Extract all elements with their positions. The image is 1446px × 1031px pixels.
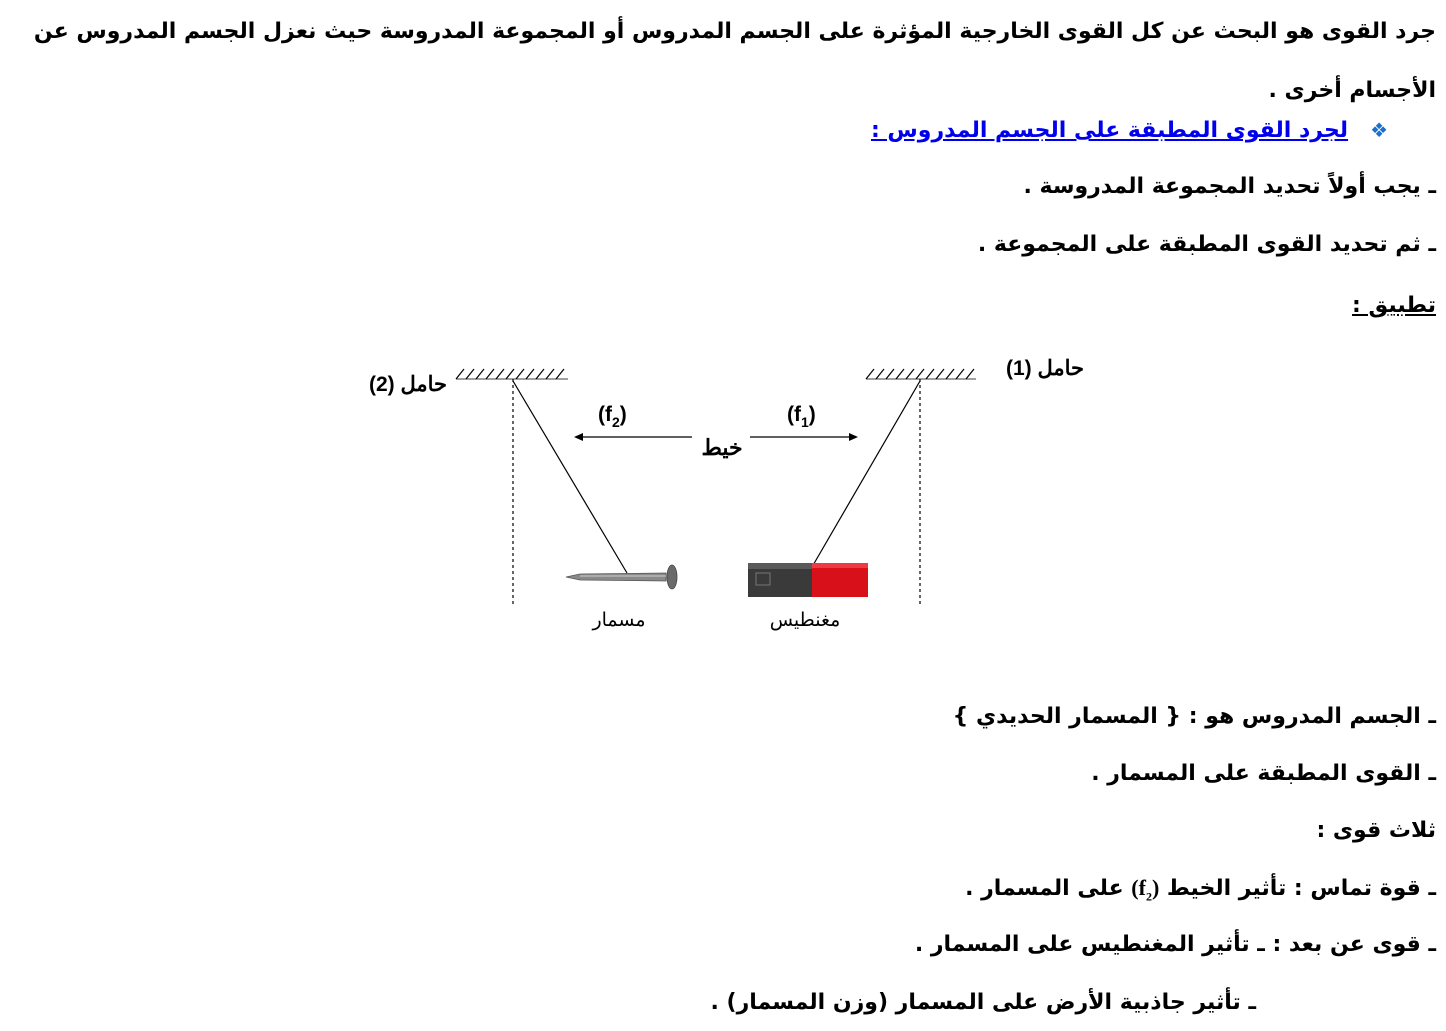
force-2-arrow <box>574 433 692 441</box>
contact-force-symbol: $(f_2)$ <box>1131 875 1160 904</box>
distance-force-line: ـ قوى عن بعد : ـ تأثير المغنطيس على المسمار . <box>914 932 1436 957</box>
studied-body-line: ـ الجسم المدروس هو : { المسمار الحديدي } <box>952 704 1436 729</box>
definition-paragraph: جرد القوى هو البحث عن كل القوى الخارجية المؤثرة على الجسم المدروس أو المجموعة المدروسة حيث نعزل الجسم المدروس عن الأجسام أخرى . <box>33 19 1436 103</box>
gravity-force-line: ـ تأثير جاذبية الأرض على المسمار (وزن المسمار) . <box>710 990 1256 1015</box>
method-step-2: ـ ثم تحديد القوى المطبقة على المجموعة . <box>977 232 1436 257</box>
application-title: تطبيق : <box>1352 293 1436 318</box>
force-1-arrow <box>750 433 858 441</box>
thread-label: خيط <box>701 435 743 460</box>
forces-intro-line: ـ القوى المطبقة على المسمار . <box>1091 761 1436 786</box>
three-forces-line: ثلاث قوى : <box>1316 818 1436 843</box>
thread-to-magnet <box>812 381 920 567</box>
diagram-svg <box>340 345 1110 685</box>
support-1-label: حامل (1) <box>1005 357 1084 380</box>
method-heading-label: لجرد القوى المطبقة على الجسم المدروس : <box>870 118 1349 143</box>
support-2-hatching <box>456 369 568 379</box>
contact-force-line: ـ قوة تماس : تأثير الخيط $(f_2)$ على المسمار . <box>965 875 1436 904</box>
nail-label: مسمار <box>592 609 646 631</box>
method-heading <box>871 118 1388 143</box>
diamond-bullet-icon: ❖ <box>1370 118 1388 142</box>
method-step-1: ـ يجب أولاً تحديد المجموعة المدروسة . <box>1023 174 1436 199</box>
nail-image <box>566 565 677 589</box>
magnet-image <box>748 563 868 597</box>
support-2-label: حامل (2) <box>368 373 447 396</box>
support-1-hatching <box>866 369 976 379</box>
force-diagram <box>340 345 1110 685</box>
magnet-label: مغنطيس <box>769 609 841 631</box>
force-2-label: $(f_2)$ <box>598 403 627 430</box>
force-1-label: $(f_1)$ <box>787 403 816 430</box>
